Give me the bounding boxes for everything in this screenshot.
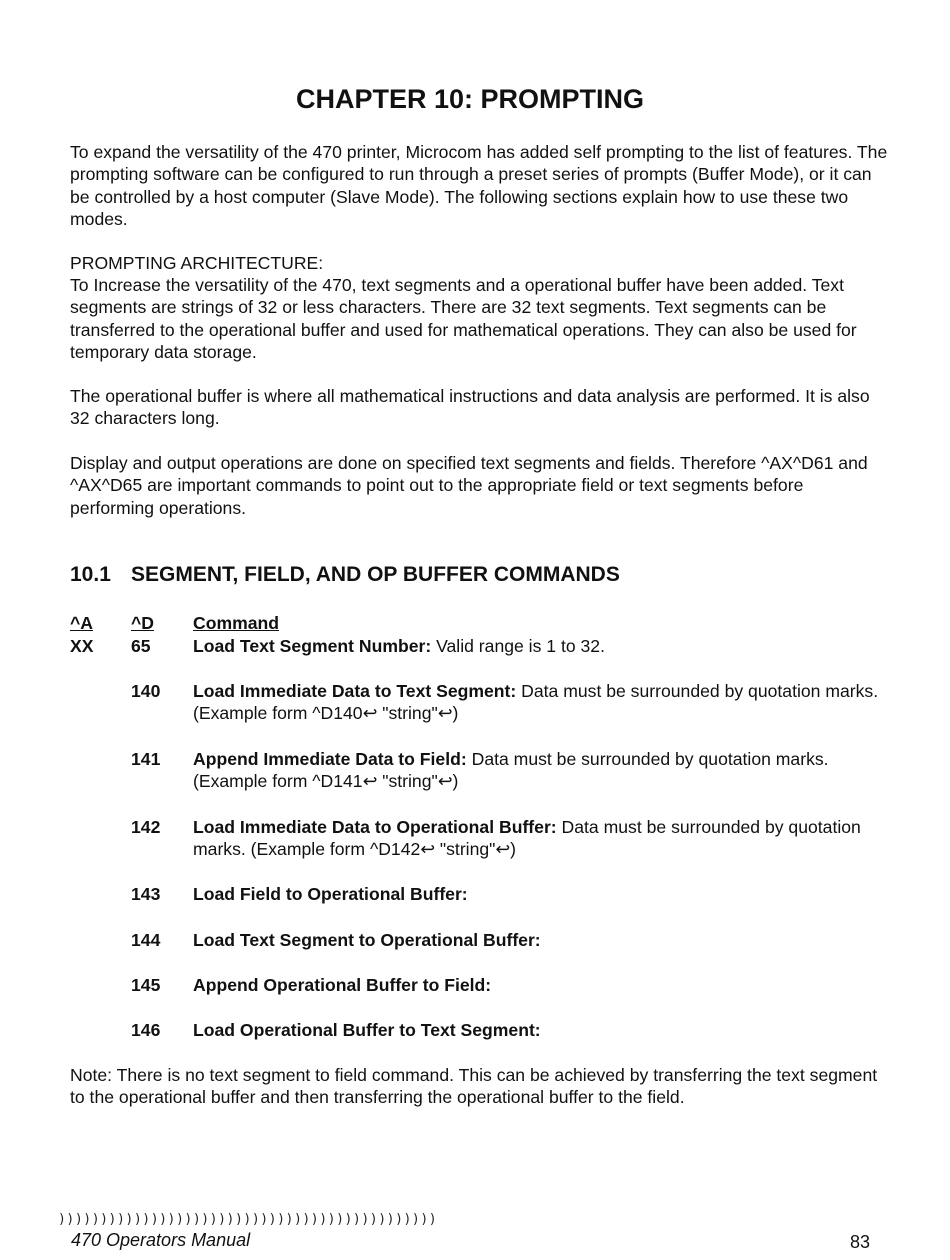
- command-description: Data must be surrounded by quotation marks. (Example form ^D140↩ "string"↩): [193, 681, 879, 724]
- row-a: XX: [70, 636, 94, 656]
- command-name: Append Operational Buffer to Field:: [193, 975, 492, 995]
- footer-manual-title: 470 Operators Manual: [71, 1230, 251, 1250]
- section-number: 10.1: [70, 563, 111, 586]
- header-command: Command: [193, 613, 280, 633]
- command-description: Data must be surrounded by quotation marks. (Example form ^D142↩ "string"↩): [193, 817, 861, 860]
- command-name: Load Operational Buffer to Text Segment:: [193, 1020, 541, 1040]
- row-command: [193, 929, 883, 951]
- command-description: Valid range is 1 to 32.: [431, 636, 605, 656]
- command-name: Load Text Segment to Operational Buffer:: [193, 930, 541, 950]
- op-buffer-paragraph: The operational buffer is where all mathematical instructions and data analysis are performed. It is also 32 characters long.: [70, 386, 870, 429]
- command-name: Load Immediate Data to Text Segment:: [193, 681, 517, 701]
- row-d: 65: [131, 636, 151, 656]
- header-a: ^A: [70, 613, 93, 633]
- row-command: [193, 635, 883, 657]
- command-name: Load Immediate Data to Operational Buffer:: [193, 817, 557, 837]
- row-d: 145: [131, 975, 161, 995]
- command-name: Load Field to Operational Buffer:: [193, 884, 468, 904]
- row-command: [193, 680, 883, 725]
- note-paragraph: Note: There is no text segment to field command. This can be achieved by transferring the text segment to the operational buffer and then transferring the operational buffer to the field.: [70, 1065, 878, 1108]
- section-title: SEGMENT, FIELD, AND OP BUFFER COMMANDS: [131, 563, 620, 586]
- row-command: [193, 1019, 883, 1041]
- row-d: 140: [131, 681, 161, 701]
- command-description: Data must be surrounded by quotation marks. (Example form ^D141↩ "string"↩): [193, 749, 829, 792]
- row-d: 142: [131, 817, 161, 837]
- row-d: 143: [131, 884, 161, 904]
- section-heading: [70, 563, 620, 587]
- row-command: [193, 883, 883, 905]
- row-d: 146: [131, 1020, 161, 1040]
- row-d: 141: [131, 749, 161, 769]
- architecture-heading: PROMPTING ARCHITECTURE:: [70, 253, 324, 273]
- intro-paragraph: To expand the versatility of the 470 printer, Microcom has added self prompting to the list of features. The prompting software can be configured to run through a preset series of prompts (Buffer Mode), or it can be controlled by a host computer (Slave Mode). The following sections explain how to use these two modes.: [70, 142, 888, 230]
- footer-decoration: ))))))))))))))))))))))))))))))))))))))))))))): [58, 1212, 438, 1227]
- row-d: 144: [131, 930, 161, 950]
- row-command: [193, 748, 883, 793]
- header-d: ^D: [131, 613, 154, 633]
- chapter-title: CHAPTER 10: PROMPTING: [295, 84, 645, 114]
- command-name: Load Text Segment Number:: [193, 636, 432, 656]
- row-command: [193, 974, 883, 996]
- architecture-paragraph: To Increase the versatility of the 470, text segments and a operational buffer have been added. Text segments are strings of 32 or less characters. There are 32 text segments. Text segments can be transferred to the operational buffer and used for mathematical operations. They can also be used for temporary data storage.: [70, 275, 857, 363]
- display-paragraph: Display and output operations are done on specified text segments and fields. Therefore ^AX^D61 and ^AX^D65 are important commands to point out to the appropriate field or text segments before performing operations.: [70, 453, 868, 518]
- page-number: 83: [850, 1232, 871, 1252]
- command-name: Append Immediate Data to Field:: [193, 749, 467, 769]
- row-command: [193, 816, 883, 861]
